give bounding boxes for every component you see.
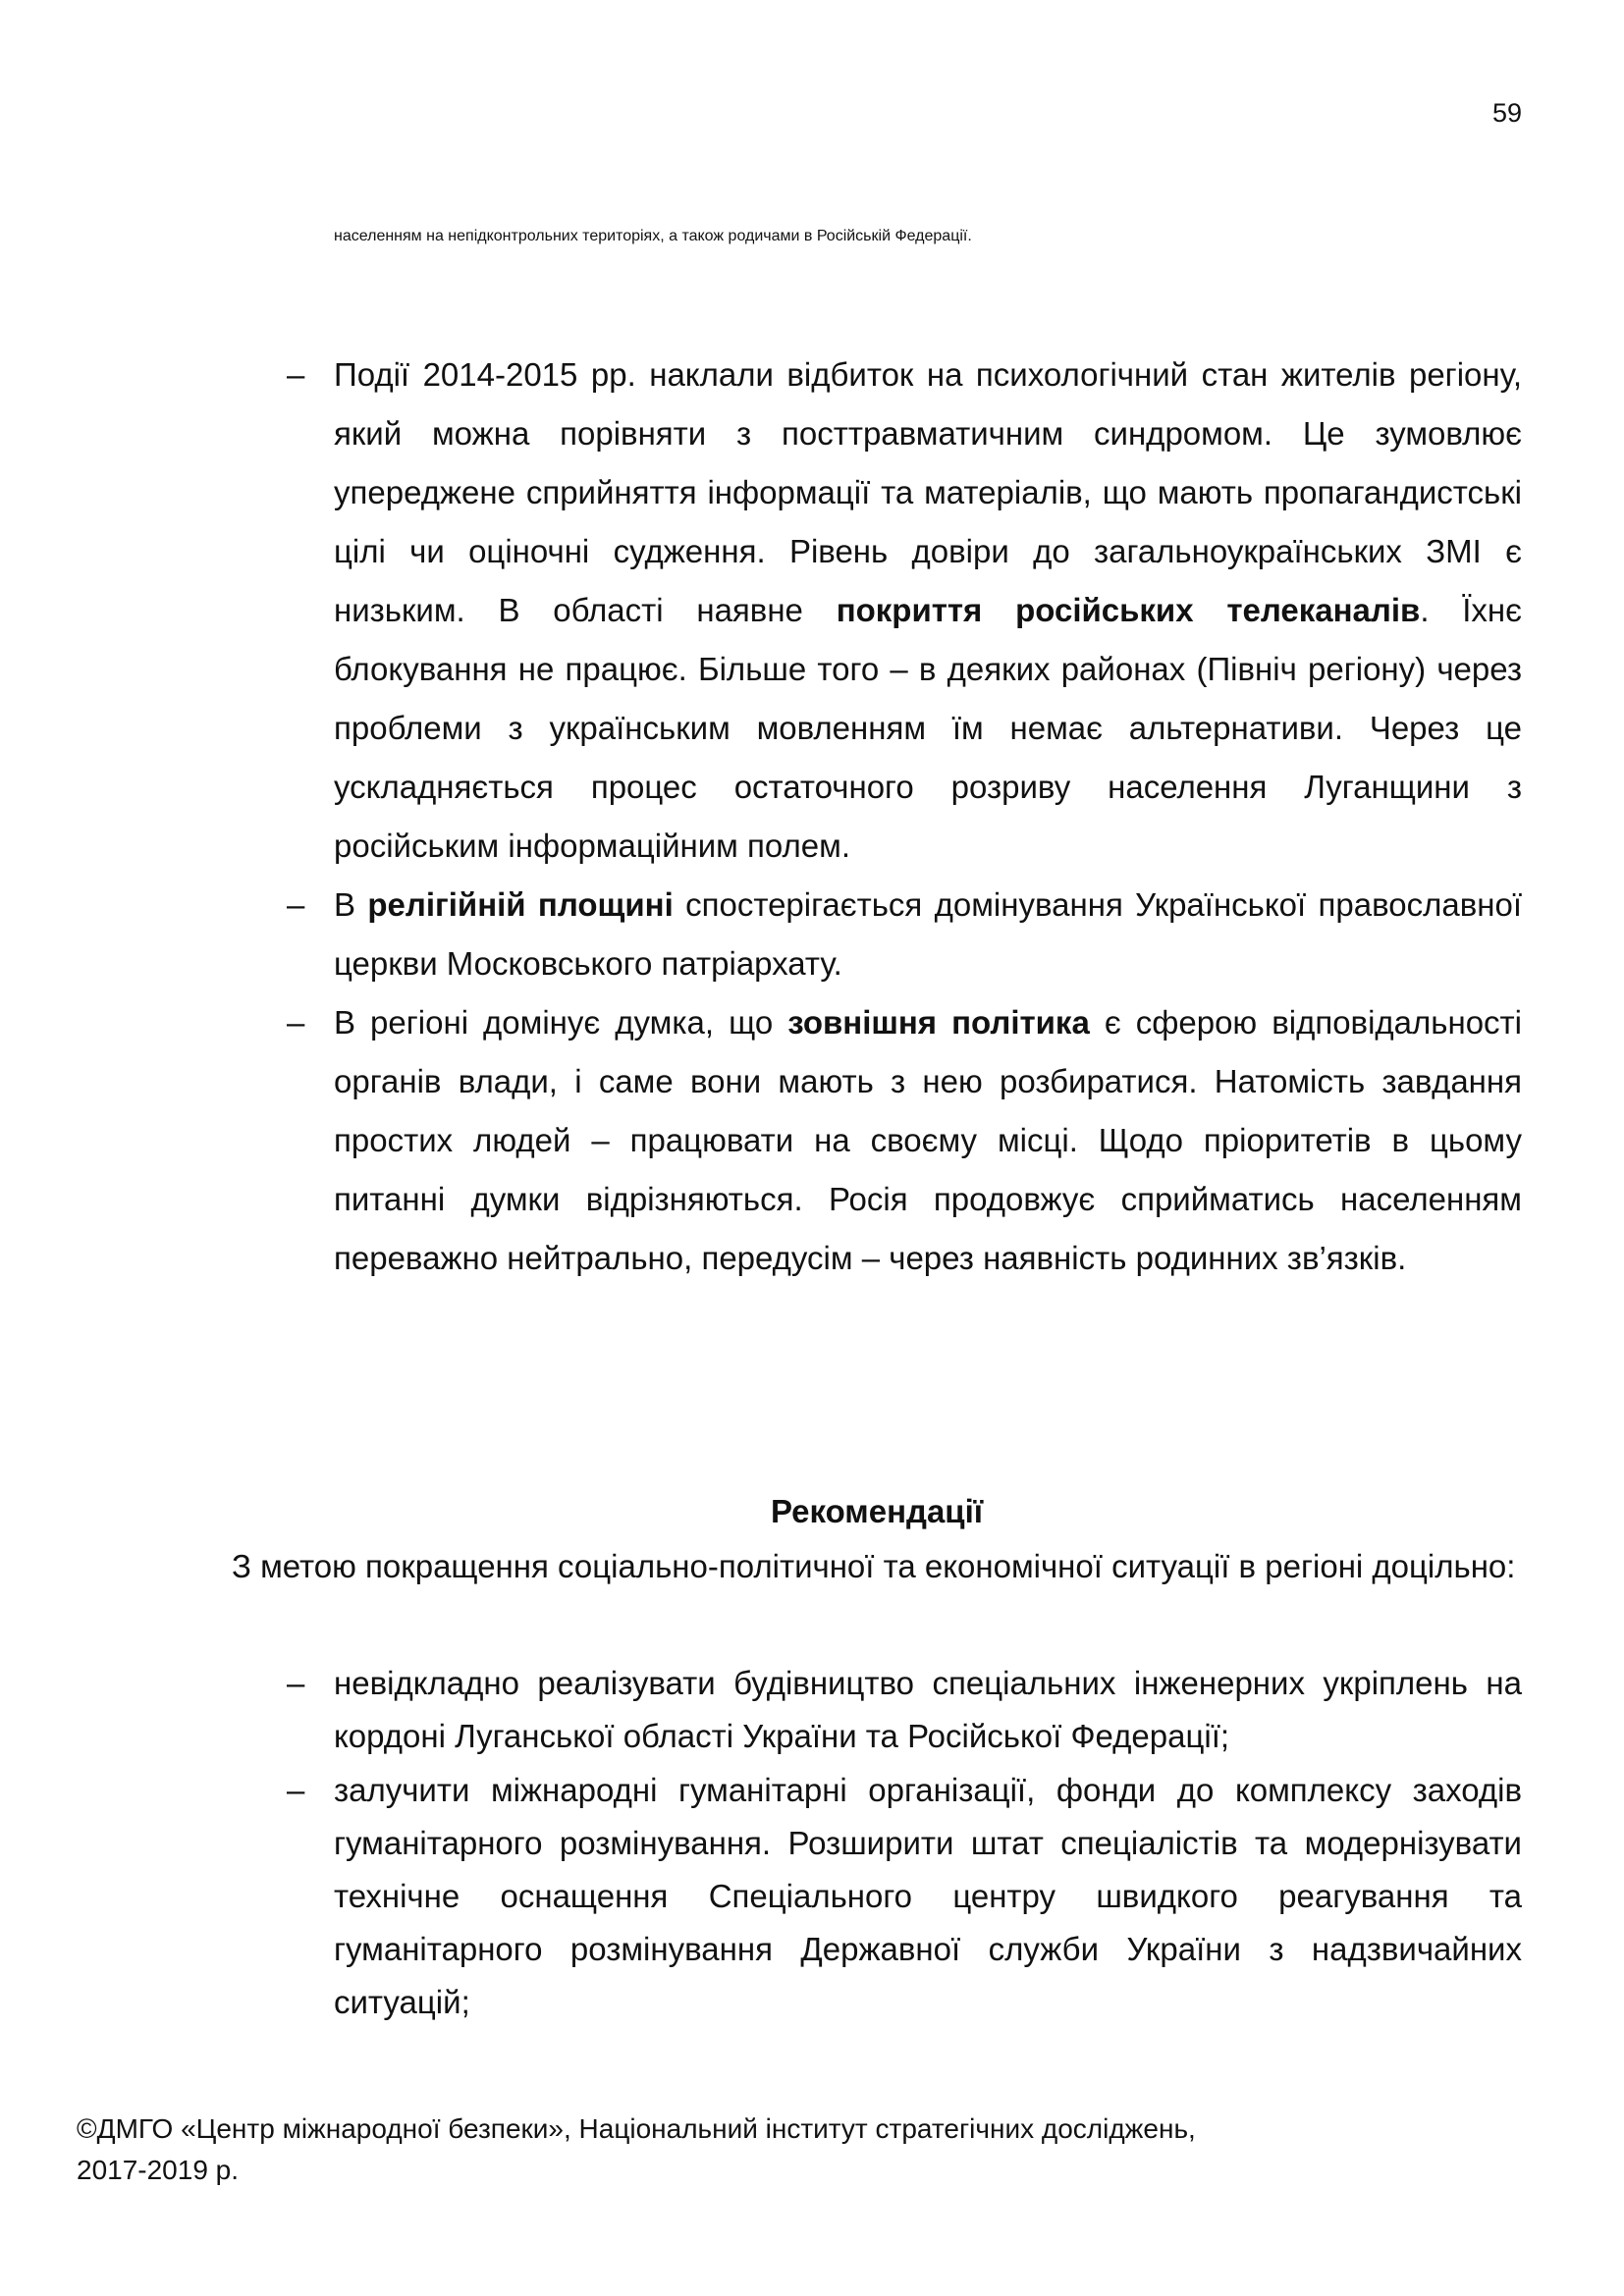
dash-bullet-icon: – — [287, 1665, 305, 1701]
dash-bullet-icon: – — [287, 886, 305, 923]
list-item — [232, 346, 1522, 876]
list-item-text: В регіоні домінує думка, що — [334, 1004, 788, 1041]
list-item-text: спостерігається домінування Української православної церкви Московського патріархату. — [334, 886, 1523, 982]
list-item — [232, 993, 1522, 1288]
dash-bullet-icon: – — [287, 1004, 305, 1041]
recommendations-list — [232, 1657, 1522, 2029]
list-item-text: є сферою відповідальності органів влади, і саме вони мають з нею розбиратися. Натомість завдання простих людей – працювати на своєму місці. Щодо пріоритетів в цьому питанні думки відрізняються. Росія продовжує сприйматись населенням переважно нейтрально, передусім – через наявність родинних зв’язків. — [334, 1004, 1522, 1276]
list-item-text: залучити міжнародні гуманітарні організації, фонди до комплексу заходів гуманітарного розмінування. Розширити штат спеціалістів та модернізувати технічне оснащення Спеціального центру швидкого реагування та гуманітарного розмінування Державної служби України з надзвичайних ситуацій; — [334, 1772, 1522, 2020]
dash-bullet-icon: – — [287, 356, 305, 393]
list-item-text: В — [334, 886, 368, 923]
footer-line: ©ДМГО «Центр міжнародної безпеки», Національний інститут стратегічних досліджень, — [77, 2113, 1196, 2144]
list-item — [232, 1764, 1522, 2029]
list-item-bold: релігійній площині — [367, 886, 674, 923]
list-item-bold: зовнішня політика — [787, 1004, 1090, 1041]
recommendations-intro: З метою покращення соціально-політичної та економічної ситуації в регіоні доцільно: — [232, 1548, 1516, 1584]
page-number: 59 — [1491, 98, 1522, 128]
list-item-text: невідкладно реалізувати будівництво спеціальних інженерних укріплень на кордоні Луганської області України та Російської Федерації; — [334, 1665, 1522, 1754]
continuation-paragraph: населенням на непідконтрольних територіях, а також родичами в Російській Федерації. — [334, 228, 972, 244]
list-item-bold: покриття російських телеканалів — [836, 592, 1421, 628]
footer-line: 2017-2019 р. — [77, 2155, 240, 2185]
list-item-text: . Їхнє блокування не працює. Більше того – в деяких районах (Північ регіону) через проблеми з українським мовленням їм немає альтернативи. Через це ускладняється процес остаточного розриву населення Луганщини з російським інформаційним полем. — [334, 592, 1522, 864]
list-item — [232, 876, 1522, 993]
dash-bullet-icon: – — [287, 1772, 305, 1808]
list-item-text: Події 2014-2015 рр. наклали відбиток на психологічний стан жителів регіону, який можна порівняти з посттравматичним синдромом. Це зумовлює упереджене сприйняття інформації та матеріалів, що мають пропагандистські цілі чи оціночні судження. Рівень довіри до загальноукраїнських ЗМІ є низьким. В області наявне — [334, 356, 1522, 628]
recommendations-heading: Рекомендації — [770, 1493, 984, 1529]
findings-list — [232, 346, 1522, 1288]
footer-copyright — [77, 2109, 1451, 2191]
list-item — [232, 1657, 1522, 1763]
